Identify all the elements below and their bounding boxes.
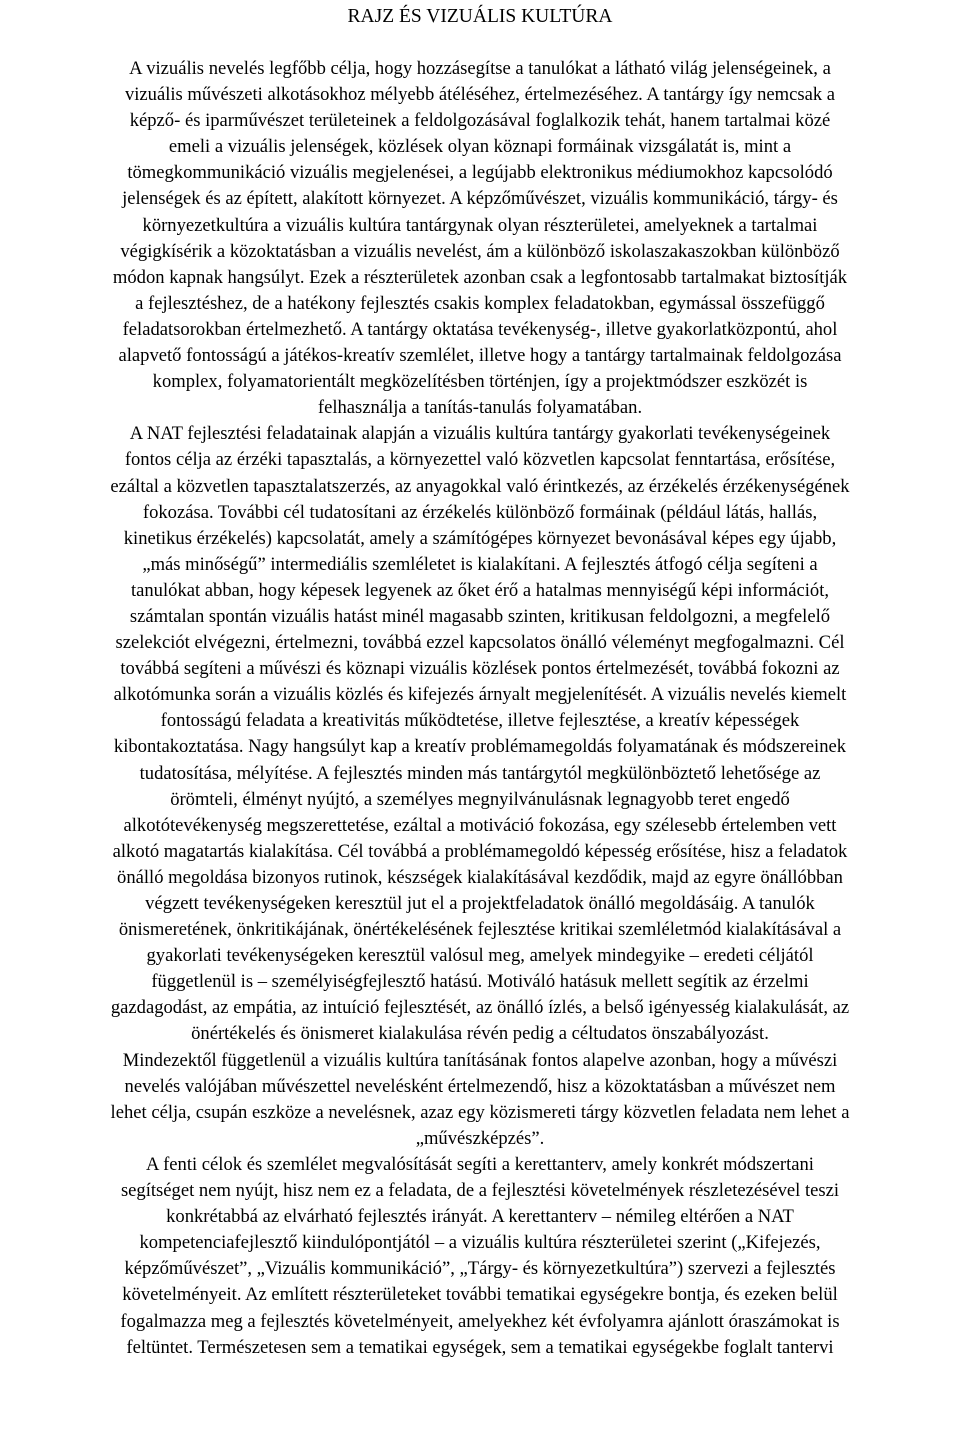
text-line: végigkísérik a közoktatásban a vizuális nevelést, ám a különböző iskolaszakaszokban különböző [120,240,840,262]
text-line: követelményeit. Az említett részterületeket további tematikai egységekre bontja, és ezeken belül [122,1284,838,1306]
text-line: kibontakoztatása. Nagy hangsúlyt kap a kreatív problémamegoldás folyamatának és módszereinek [113,736,847,758]
text-line: tömegkommunikáció vizuális megjelenései, a legújabb elektronikus médiumokhoz kapcsolódó [127,162,833,184]
text-line: tanulókat abban, hogy képesek legyenek az őket érő a hatalmas mennyiségű képi információt, [130,579,830,601]
text-line: alkotómunka során a vizuális közlés és kifejezés árnyalt megjelenítését. A vizuális nevelés kiemelt [113,684,847,706]
text-line: segítséget nem nyújt, hisz nem ez a feladata, de a fejlesztési követelmények részletezésével teszi [120,1180,840,1202]
text-line: A NAT fejlesztési feladatainak alapján a vizuális kultúra tantárgy gyakorlati tevékenységeinek [129,423,831,445]
text-line: továbbá segíteni a művészi és köznapi vizuális közlések pontos értelmezését, továbbá fokozni az [120,658,840,680]
text-line: végzett tevékenységeken keresztül jut el a projektfeladatok önálló megoldásáig. A tanulók [145,893,815,914]
text-line: önismeretének, önkritikájának, önértékelésének fejlesztése kritikai szemléletmód kialakításával a [118,919,842,941]
text-line: feltüntet. Természetesen sem a tematikai egységek, sem a tematikai egységekbe foglalt tantervi [126,1336,834,1358]
text-line: vizuális művészeti alkotásokhoz mélyebb átéléséhez, értelmezéséhez. A tantárgy így nemcsak a [124,84,836,106]
text-line: „más minőségű” intermediális szemléletet is kialakítani. A fejlesztés átfogó célja segíteni a [142,553,818,575]
text-line: „művészképzés”. [415,1127,545,1149]
text-line: kinetikus érzékelés) kapcsolatát, amely a számítógépes környezet bevonásával képes egy újabb, [123,527,837,549]
text-line: jelenségek és az épített, alakított környezet. A képzőművészet, vizuális kommunikáció, tárgy- és [122,188,838,210]
text-line: függetlenül is – személyiségfejlesztő hatású. Motiváló hatásuk mellett segítik az érzelmi [151,971,809,993]
text-line: fogalmazza meg a fejlesztés követelményeit, amelyekhez két évfolyamra ajánlott óraszámokat is [120,1310,840,1332]
text-line: fokozása. További cél tudatosítani az érzékelés különböző formáinak (például látás, hallás, [142,501,818,523]
body-text [6,56,954,1361]
text-line: tudatosítása, mélyítése. A fejlesztés minden más tantárgytól megkülönböztető lehetősége az [139,762,821,784]
text-line: önálló megoldása bizonyos rutinok, készségek kialakításával kezdődik, majd az egyre önállóbban [117,866,843,888]
text-line: alkotó magatartás kialakítása. Cél továbbá a problémamegoldó képesség erősítése, hisz a feladatok [112,840,848,862]
text-line: módon kapnak hangsúlyt. Ezek a részterületek azonban csak a legfontosabb tartalmakat biztosítják [112,266,848,288]
text-line: képző- és iparművészet területeinek a feldolgozásával foglalkozik tehát, hanem tartalmai közé [129,110,831,132]
text-line: nevelés valójában művészettel nevelésként értelmezendő, hisz a közoktatásban a művészet nem [124,1075,836,1097]
text-line: Mindezektől függetlenül a vizuális kultúra tanításának fontos alapelve azonban, hogy a művészi [122,1049,838,1071]
text-line: konkrétabbá az elvárható fejlesztés irányát. A kerettanterv – némileg eltérően a NAT [166,1206,794,1228]
text-line: gyakorlati tevékenységeken keresztül valósul meg, amelyek mindegyike – eredeti céljától [146,945,814,967]
page-title: RAJZ ÉS VIZUÁLIS KULTÚRA [347,6,613,27]
text-line: önértékelés és önismeret kialakulása révén pedig a céltudatos önszabályozást. [191,1023,769,1045]
text-line: feladatsorokban értelmezhető. A tantárgy oktatása tevékenység-, illetve gyakorlatközpontú, ahol [122,318,838,340]
text-line: emeli a vizuális jelenségek, közlések olyan köznapi formáinak vizsgálatát is, mint a [168,136,792,158]
text-line: örömteli, élményt nyújtó, a személyes megnyilvánulásnak legnagyobb teret engedő [170,788,790,810]
text-line: alkotótevékenység megszerettetése, ezáltal a motiváció fokozása, egy szélesebb értelemben vett [123,814,837,836]
text-line: lehet célja, csupán eszköze a nevelésnek, azaz egy közismereti tárgy közvetlen feladata nem lehet a [110,1101,850,1123]
text-line: A vizuális nevelés legfőbb célja, hogy hozzásegítse a tanulókat a látható világ jelenségeinek, a [129,58,831,79]
text-line: ezáltal a közvetlen tapasztalatszerzés, az anyagokkal való érintkezés, az érzékelés érzékenységének [110,475,850,497]
text-line: képzőművészet”, „Vizuális kommunikáció”, „Tárgy- és környezetkultúra”) szervezi a fejlesztés [124,1258,836,1280]
text-line: szelekciót elvégezni, értelmezni, továbbá ezzel kapcsolatos önálló véleményt megfogalmazni. Cél [115,632,845,654]
text-line: fontos célja az érzéki tapasztalás, a környezettel való közvetlen kapcsolat fenntartása, erősítése, [124,449,836,471]
text-line: komplex, folyamatorientált megközelítésben történjen, így a projektmódszer eszközét is [152,371,808,393]
text-line: környezetkultúra a vizuális kultúra tantárgynak olyan részterületei, amelyeknek a tartalmai [142,214,818,236]
text-line: A fenti célok és szemlélet megvalósítását segíti a kerettanterv, amely konkrét módszertani [146,1153,814,1175]
text-line: számtalan spontán vizuális hatást minél magasabb szinten, kritikusan feldolgozni, a megfelelő [129,605,831,627]
text-line: alapvető fontosságú a játékos-kreatív szemlélet, illetve hogy a tantárgy tartalmainak feldolgozása [118,345,842,367]
text-line: felhasználja a tanítás-tanulás folyamatában. [317,397,643,419]
text-line: gazdagodást, az empátia, az intuíció fejlesztését, az önálló ízlés, a belső igényesség kialakulását, az [110,997,850,1019]
text-line: kompetenciafejlesztő kiindulópontjától – a vizuális kultúra részterületei szerint („Kifejezés, [139,1232,821,1254]
text-line: fontosságú feladata a kreativitás működtetése, illetve fejlesztése, a kreatív képességek [160,710,800,732]
text-line: a fejlesztéshez, de a hatékony fejlesztés csakis komplex feladatokban, egymással összefüggő [135,292,825,314]
